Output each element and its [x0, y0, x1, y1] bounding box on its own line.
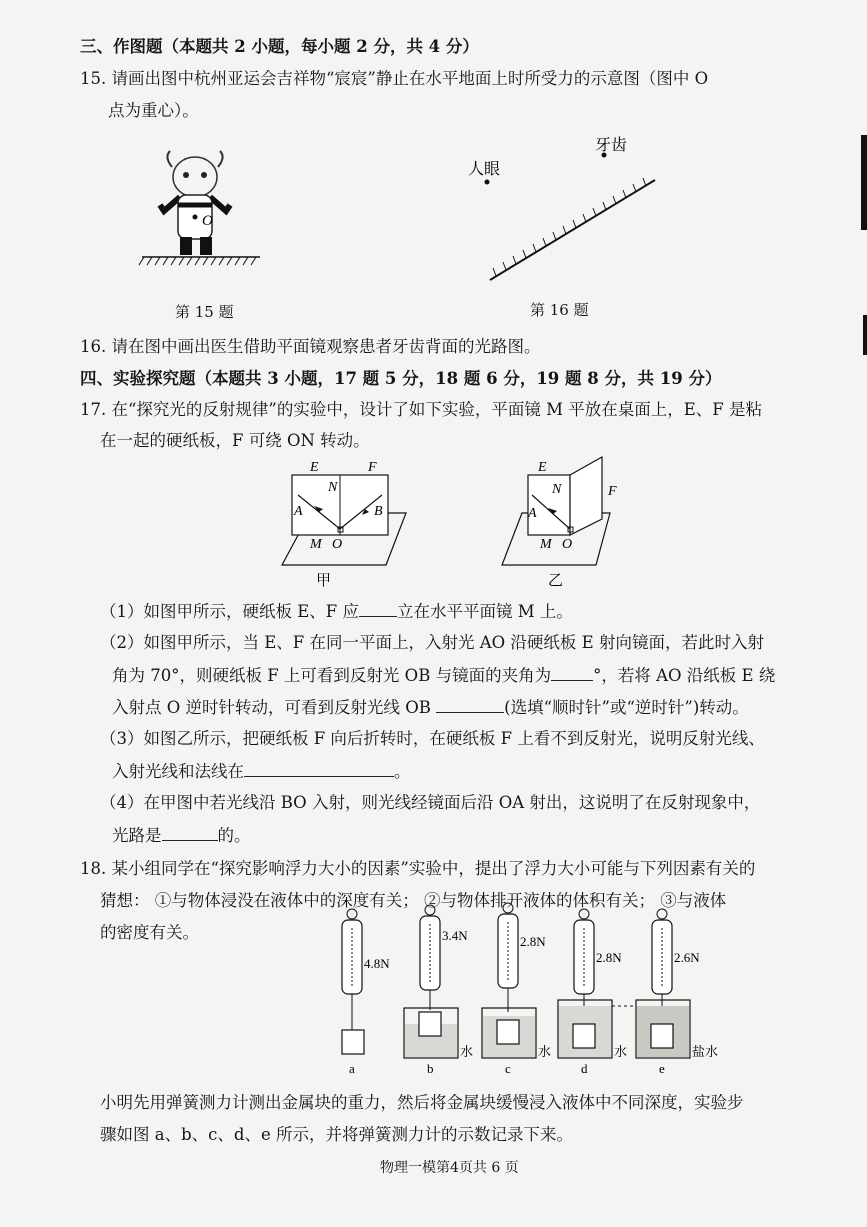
yi-label-N: N: [552, 482, 562, 497]
yi-label-F: F: [608, 484, 617, 499]
scale-a-label: a: [349, 1061, 355, 1076]
answer-blank[interactable]: [359, 600, 397, 617]
scale-e: [636, 909, 718, 1076]
plane-mirror: [490, 178, 655, 280]
scale-c: [482, 903, 551, 1076]
q17-part3-line2: 入射光线和法线在 。: [112, 762, 411, 781]
yi-label-M: M: [540, 537, 552, 552]
scale-c-liquid: 水: [538, 1044, 552, 1059]
answer-blank[interactable]: [244, 760, 394, 777]
jia-label-O: O: [332, 537, 343, 552]
scale-e-reading: 2.6N: [674, 950, 700, 965]
q17-part1: （1）如图甲所示，硬纸板 E、F 应 立在水平平面镜 M 上。: [100, 602, 573, 621]
jia-label-A: A: [294, 504, 303, 519]
answer-blank[interactable]: [551, 664, 593, 681]
scale-d-label: d: [581, 1061, 588, 1076]
q18-text-line3: 的密度有关。: [100, 923, 199, 942]
q17-part3-line1: （3）如图乙所示，把硬纸板 F 向后折转时，在硬纸板 F 上看不到反射光，说明反射光线、: [100, 729, 765, 748]
figure-jia: [282, 460, 406, 589]
scale-b-liquid: 水: [460, 1044, 474, 1059]
scale-b: [404, 905, 473, 1076]
mascot-chenchen-icon: [160, 151, 230, 255]
q15-text-line2: 点为重心）。: [108, 101, 199, 120]
jia-caption: 甲: [316, 573, 332, 589]
yi-label-A: A: [528, 506, 537, 521]
jia-label-B: B: [374, 504, 383, 519]
section-4-title: 四、实验探究题（本题共 3 小题，17 题 5 分，18 题 6 分，19 题 8 分，共 19 分）: [80, 369, 722, 388]
q16-eye-label: 人眼: [468, 161, 501, 178]
q15-text-line1: 15. 请画出图中杭州亚运会吉祥物“宸宸”静止在水平地面上时所受力的示意图（图中 O: [80, 69, 709, 88]
q17-part2-line1: （2）如图甲所示，当 E、F 在同一平面上，入射光 AO 沿硬纸板 E 射向镜面，若此时入射: [100, 633, 764, 652]
yi-caption: 乙: [548, 573, 564, 589]
q15-mascot-figure: [120, 145, 280, 295]
answer-blank[interactable]: [162, 824, 218, 841]
page-footer: 物理一模第4页共 6 页: [380, 1160, 519, 1176]
jia-label-M: M: [310, 537, 322, 552]
jia-label-F: F: [368, 460, 377, 475]
q16-caption: 第 16 题: [530, 301, 589, 319]
section-3-title: 三、作图题（本题共 2 小题，每小题 2 分，共 4 分）: [80, 37, 479, 56]
scale-c-label: c: [505, 1061, 511, 1076]
q17-intro-line2: 在一起的硬纸板，F 可绕 ON 转动。: [100, 431, 370, 450]
scale-d-liquid: 水: [614, 1044, 628, 1059]
q18-step-line1: 小明先用弹簧测力计测出金属块的重力，然后将金属块缓慢浸入液体中不同深度，实验步: [100, 1093, 744, 1112]
scale-d: [558, 909, 636, 1076]
eye-point: [485, 180, 490, 185]
q17-part2-line2: 角为 70°，则硬纸板 F 上可看到反射光 OB 与镜面的夹角为 °，若将 AO 沿纸板 E 绕: [112, 666, 776, 685]
scale-e-liquid: 盐水: [692, 1044, 719, 1059]
q17-figures: [270, 455, 617, 595]
scale-d-reading: 2.8N: [596, 950, 622, 965]
q18-text-line1: 18. 某小组同学在“探究影响浮力大小的因素”实验中，提出了浮力大小可能与下列因素有关的: [80, 859, 756, 878]
scale-c-reading: 2.8N: [520, 934, 546, 949]
q15-center-label: O: [202, 213, 213, 229]
q17-intro-line1: 17. 在“探究光的反射规律”的实验中，设计了如下实验，平面镜 M 平放在桌面上，E、F 是粘: [80, 400, 762, 419]
scale-a-reading: 4.8N: [364, 956, 390, 971]
scan-edge-mark: [863, 315, 867, 355]
q18-text-line2: 猜想： ①与物体浸没在液体中的深度有关； ②与物体排开液体的体积有关； ③与液体: [100, 891, 727, 910]
q16-mirror-figure: [440, 130, 680, 300]
scan-edge-mark: [861, 135, 867, 230]
q17-part2-line3: 入射点 O 逆时针转动，可看到反射光线 OB (选填“顺时针”或“逆时针”)转动。: [112, 698, 749, 717]
yi-label-O: O: [562, 537, 573, 552]
q18-spring-scale-figure: [320, 900, 740, 1080]
answer-blank[interactable]: [436, 696, 504, 713]
scale-a: [342, 909, 390, 1076]
scale-b-label: b: [427, 1061, 434, 1076]
scale-b-reading: 3.4N: [442, 928, 468, 943]
figure-yi: [502, 457, 617, 589]
q16-teeth-label: 牙齿: [595, 137, 628, 154]
yi-label-E: E: [538, 460, 547, 475]
q17-part4-line1: （4）在甲图中若光线沿 BO 入射，则光线经镜面后沿 OA 射出，这说明了在反射现象中，: [100, 793, 761, 812]
q17-part4-line2: 光路是 的。: [112, 826, 251, 845]
jia-label-N: N: [328, 480, 338, 495]
q16-text: 16. 请在图中画出医生借助平面镜观察患者牙齿背面的光路图。: [80, 337, 541, 356]
scale-e-label: e: [659, 1061, 665, 1076]
q15-caption: 第 15 题: [175, 303, 234, 321]
jia-label-E: E: [310, 460, 319, 475]
q18-step-line2: 骤如图 a、b、c、d、e 所示，并将弹簧测力计的示数记录下来。: [100, 1125, 573, 1144]
